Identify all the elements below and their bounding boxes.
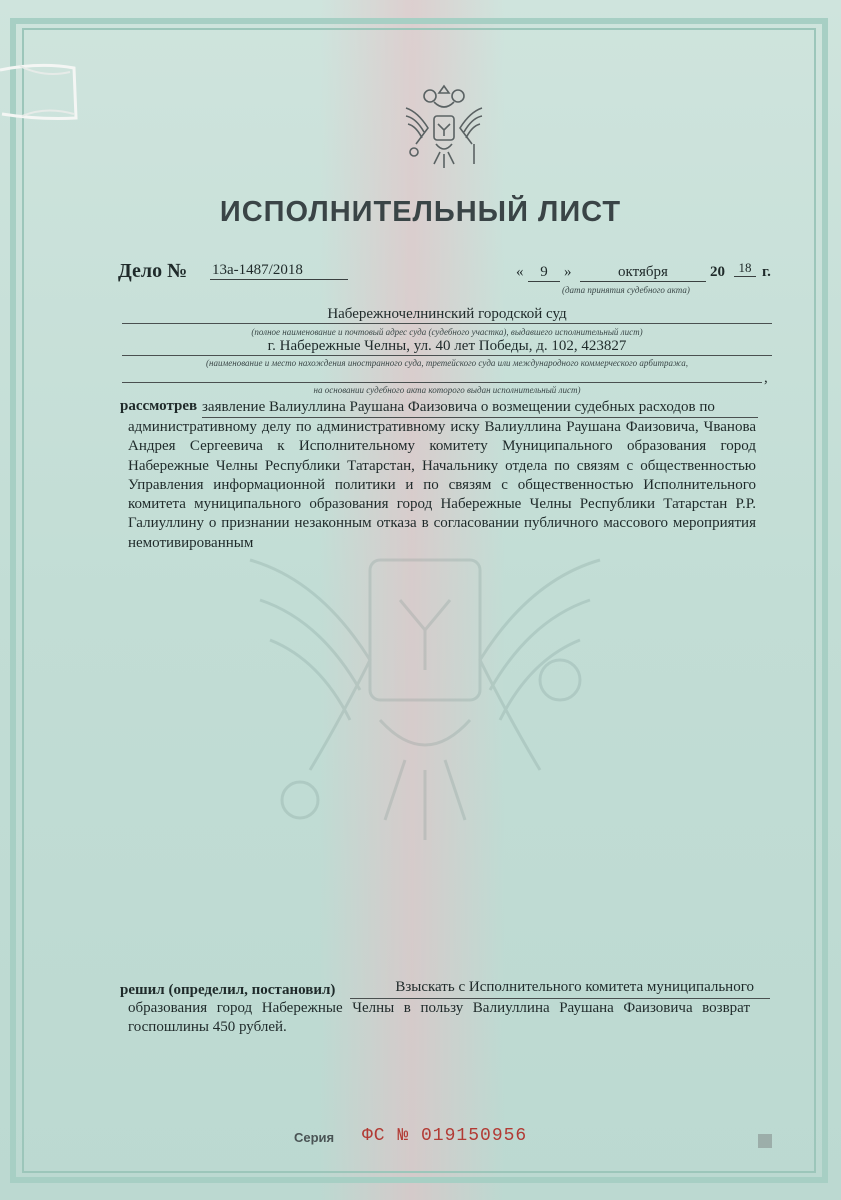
date-year: 18	[734, 260, 756, 277]
considered-label: рассмотрев	[120, 398, 198, 414]
date-caption: (дата принятия судебного акта)	[562, 285, 690, 295]
case-label: Дело №	[118, 260, 188, 282]
series-label: Серия	[294, 1130, 335, 1145]
document-title: ИСПОЛНИТЕЛЬНЫЙ ЛИСТ	[219, 196, 622, 228]
double-headed-eagle-icon	[398, 82, 490, 174]
date-year-suffix: г.	[762, 264, 771, 280]
watermark-emblem-icon	[230, 520, 620, 850]
decided-first-line: Взыскать с Исполнительного комитета муниципального	[395, 979, 754, 995]
binding-string-icon	[0, 58, 80, 128]
line-comma: ,	[764, 370, 768, 386]
date-century: 20	[710, 264, 725, 280]
decided-label: решил (определил, постановил)	[120, 982, 336, 998]
case-number: 13а-1487/2018	[210, 262, 348, 280]
court-address: г. Набережные Челны, ул. 40 лет Победы, д. 102, 423827	[122, 338, 772, 356]
considered-first-line: заявление Валиуллина Раушана Фаизовича о возмещении судебных расходов по	[202, 398, 758, 418]
court-name: Набережночелнинский городской суд	[122, 306, 772, 324]
date-day: 9	[528, 264, 560, 282]
decided-text: образования город Набережные Челны в пользу Валиуллина Раушана Фаизовича возврат госпошлины 450 рублей.	[128, 1000, 750, 1036]
basis-caption: на основании судебного акта которого выдан исполнительный лист)	[313, 385, 581, 395]
corner-mark	[758, 1134, 772, 1148]
date-open-quote: «	[516, 264, 524, 280]
date-close-quote: »	[564, 264, 572, 280]
series-number: ФС № 019150956	[362, 1126, 528, 1146]
date-month: октября	[580, 264, 706, 282]
court-caption: (полное наименование и почтовый адрес суда (судебного участка), выдавшего исполнительный лист)	[251, 327, 643, 337]
considered-text: административному делу по административному иску Валиуллина Раушана Фаизовича, Чванова Андрея Сергеевича к Исполнительному комитету Муниципального образования город Набережные Челны Республики Татарстан, Начальнику отдела по связям с общественностью Управления информационной политики и по связям с общественностью Исполнительного комитета муниципального образования город Набережные Челны Республики Татарстан Р.Р. Галиуллину о признании незаконным отказа в согласовании публичного массового мероприятия немотивированным	[128, 419, 756, 551]
blank-line	[122, 382, 762, 383]
foreign-court-caption: (наименование и место нахождения иностранного суда, третейского суда или международного коммерческого арбитража,	[206, 358, 688, 368]
